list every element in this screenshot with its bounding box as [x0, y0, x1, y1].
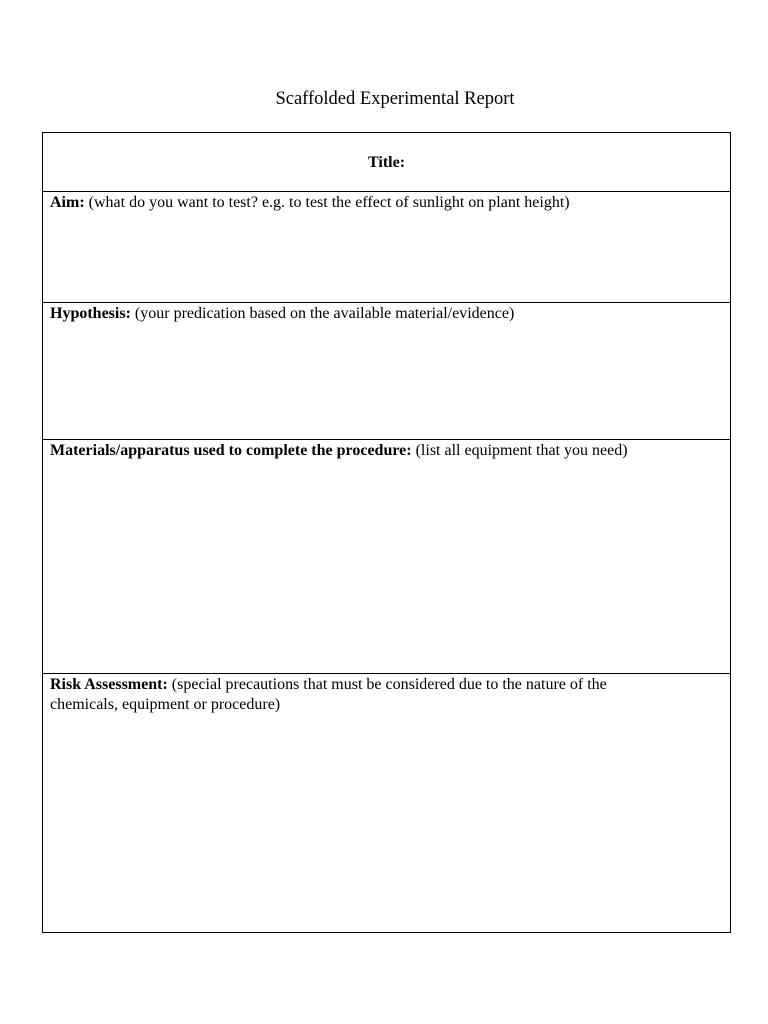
title-label: Title:	[367, 154, 406, 171]
materials-prompt: (list all equipment that you need)	[415, 442, 628, 459]
hypothesis-row[interactable]	[43, 303, 730, 440]
materials-text	[50, 441, 662, 461]
hypothesis-prompt: (your predication based on the available material/evidence)	[134, 305, 515, 322]
materials-row[interactable]	[43, 440, 730, 674]
risk-assessment-text	[50, 675, 662, 715]
materials-label: Materials/apparatus used to complete the procedure:	[50, 442, 412, 459]
aim-row[interactable]	[43, 192, 730, 303]
risk-assessment-row[interactable]	[43, 674, 730, 932]
risk-assessment-label: Risk Assessment:	[50, 676, 168, 693]
risk-assessment-prompt: (special precautions that must be considered due to the nature of the chemicals, equipment or procedure)	[50, 676, 607, 713]
report-table	[42, 132, 731, 933]
aim-text	[50, 193, 662, 213]
hypothesis-text	[50, 304, 662, 324]
hypothesis-label: Hypothesis:	[50, 305, 131, 322]
aim-label: Aim:	[50, 194, 85, 211]
page-title: Scaffolded Experimental Report	[275, 89, 515, 109]
title-row[interactable]	[43, 133, 730, 192]
aim-prompt: (what do you want to test? e.g. to test the effect of sunlight on plant height)	[88, 194, 570, 211]
